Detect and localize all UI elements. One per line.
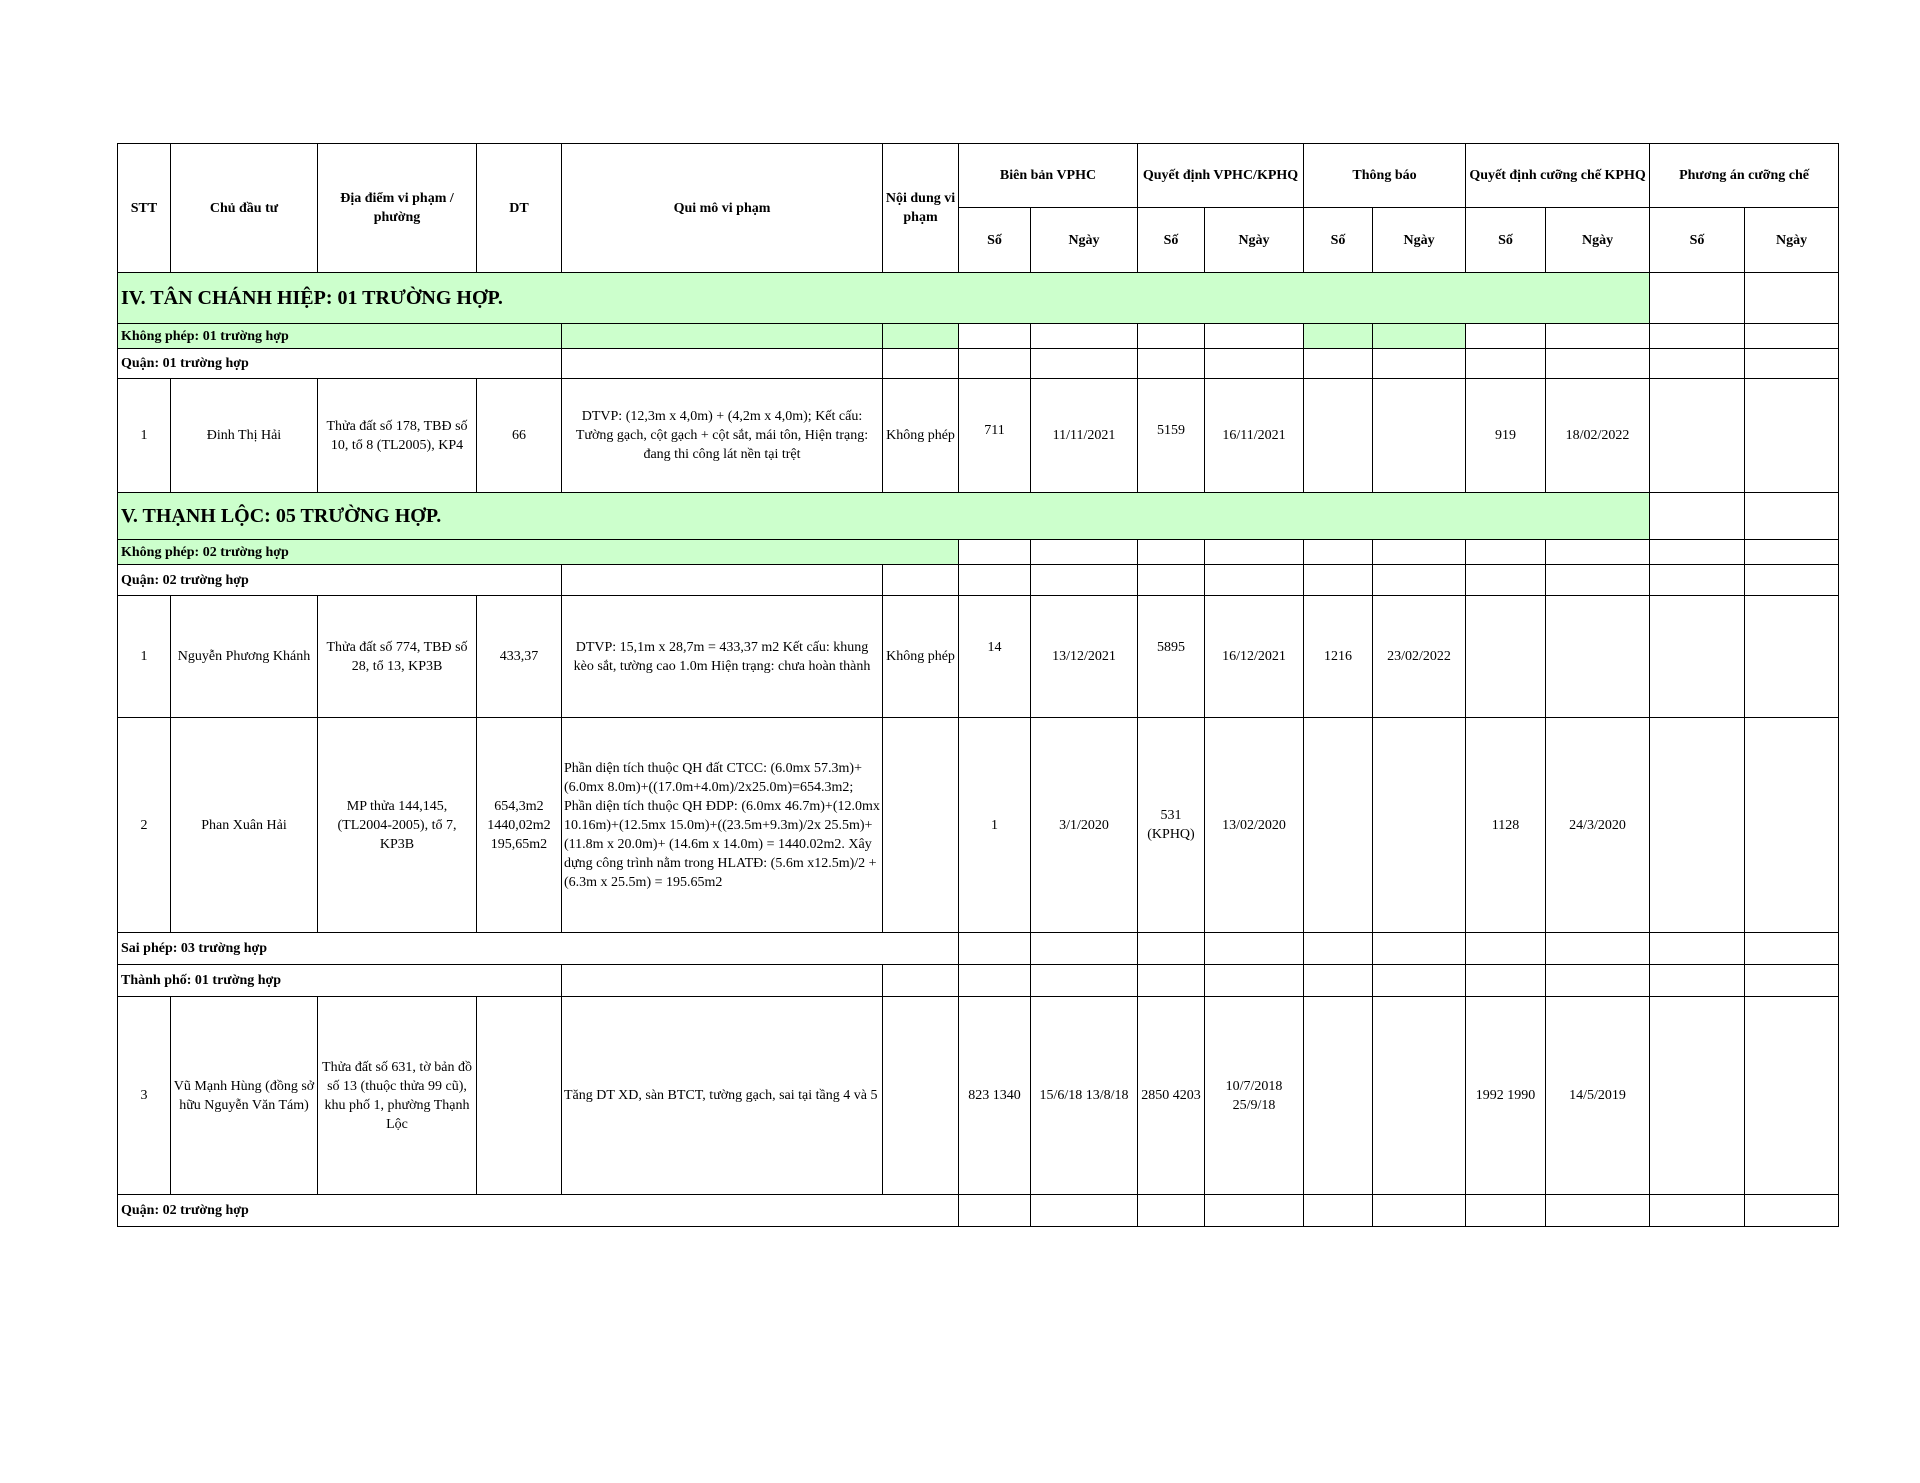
area-cell: 654,3m2 1440,02m2 195,65m2 <box>477 718 562 933</box>
pa-so-cell <box>1650 379 1745 493</box>
table-row <box>118 718 1839 933</box>
qd-ngay-cell: 16/11/2021 <box>1205 379 1304 493</box>
header-ngay: Ngày <box>1745 208 1839 273</box>
cc-so-cell: 1992 1990 <box>1466 997 1546 1195</box>
area-cell: 66 <box>477 379 562 493</box>
qd-ngay-cell: 13/02/2020 <box>1205 718 1304 933</box>
area-cell <box>477 997 562 1195</box>
pa-ngay-cell <box>1745 997 1839 1195</box>
group-heading: Thành phố: 01 trường hợp <box>118 965 562 997</box>
pa-so-cell <box>1650 596 1745 718</box>
header-phuong-an: Phương án cưỡng chế <box>1650 144 1839 208</box>
tb-so-cell <box>1304 718 1373 933</box>
qd-so-cell: 2850 4203 <box>1138 997 1205 1195</box>
header-qd-cuong-che: Quyết định cưỡng chế KPHQ <box>1466 144 1650 208</box>
header-content: Nội dung vi phạm <box>883 144 959 273</box>
section-title: V. THẠNH LỘC: 05 TRƯỜNG HỢP. <box>118 493 1650 540</box>
bb-ngay-cell: 11/11/2021 <box>1031 379 1138 493</box>
group-heading: Không phép: 01 trường hợp <box>118 324 562 349</box>
stt-cell: 3 <box>118 997 171 1195</box>
header-owner: Chủ đầu tư <box>171 144 318 273</box>
tb-so-cell <box>1304 379 1373 493</box>
tb-ngay-cell <box>1373 718 1466 933</box>
bb-so-cell: 823 1340 <box>959 997 1031 1195</box>
scale-cell: DTVP: (12,3m x 4,0m) + (4,2m x 4,0m); Kết cấu: Tường gạch, cột gạch + cột sắt, mái tôn, Hiện trạng: đang thi công lát nền tại trệt <box>562 379 883 493</box>
scale-cell: Phần diện tích thuộc QH đất CTCC: (6.0mx 57.3m)+(6.0mx 8.0m)+((17.0m+4.0m)/2x25.0m)=654.3m2; Phần diện tích thuộc QH ĐDP: (6.0mx 46.7m)+(12.0mx 10.16m)+(12.5mx 15.0m)+((23.5m+9.3m)/2x 25.5m)+ (11.8m x 20.0m)+ (14.6m x 14.0m) = 1440.02m2. Xây dựng công trình nằm trong HLATĐ: (5.6m x12.5m)/2 + (6.3m x 25.5m) = 195.65m2 <box>562 718 883 933</box>
group-heading: Quận: 02 trường hợp <box>118 565 562 596</box>
header-ngay: Ngày <box>1031 208 1138 273</box>
location-cell: Thửa đất số 178, TBĐ số 10, tổ 8 (TL2005), KP4 <box>318 379 477 493</box>
qd-ngay-cell: 16/12/2021 <box>1205 596 1304 718</box>
header-ngay: Ngày <box>1373 208 1466 273</box>
cc-ngay-cell: 24/3/2020 <box>1546 718 1650 933</box>
group-heading: Sai phép: 03 trường hợp <box>118 933 959 965</box>
qd-so-cell: 5159 <box>1138 379 1205 493</box>
bb-so-cell: 711 <box>959 379 1031 493</box>
area-cell: 433,37 <box>477 596 562 718</box>
header-ngay: Ngày <box>1205 208 1304 273</box>
bb-so-cell: 1 <box>959 718 1031 933</box>
content-cell: Không phép <box>883 596 959 718</box>
table-row <box>118 997 1839 1195</box>
cc-ngay-cell <box>1546 596 1650 718</box>
header-ngay: Ngày <box>1546 208 1650 273</box>
tb-so-cell <box>1304 997 1373 1195</box>
table-row <box>118 596 1839 718</box>
header-thong-bao: Thông báo <box>1304 144 1466 208</box>
group-heading: Quận: 01 trường hợp <box>118 349 562 379</box>
location-cell: Thửa đất số 774, TBĐ số 28, tổ 13, KP3B <box>318 596 477 718</box>
location-cell: Thửa đất số 631, tờ bản đồ số 13 (thuộc thửa 99 cũ), khu phố 1, phường Thạnh Lộc <box>318 997 477 1195</box>
header-bb-vphc: Biên bản VPHC <box>959 144 1138 208</box>
pa-ngay-cell <box>1745 718 1839 933</box>
stt-cell: 1 <box>118 596 171 718</box>
header-qd-vphc: Quyết định VPHC/KPHQ <box>1138 144 1304 208</box>
location-cell: MP thửa 144,145, (TL2004-2005), tổ 7, KP3B <box>318 718 477 933</box>
owner-cell: Vũ Mạnh Hùng (đồng sở hữu Nguyễn Văn Tám) <box>171 997 318 1195</box>
pa-so-cell <box>1650 718 1745 933</box>
group-heading: Quận: 02 trường hợp <box>118 1195 959 1227</box>
cc-ngay-cell: 18/02/2022 <box>1546 379 1650 493</box>
section-title: IV. TÂN CHÁNH HIỆP: 01 TRƯỜNG HỢP. <box>118 273 1650 324</box>
bb-so-cell: 14 <box>959 596 1031 718</box>
header-location: Địa điểm vi phạm / phường <box>318 144 477 273</box>
stt-cell: 1 <box>118 379 171 493</box>
tb-ngay-cell <box>1373 379 1466 493</box>
qd-so-cell: 531 (KPHQ) <box>1138 718 1205 933</box>
header-area: DT <box>477 144 562 273</box>
header-scale: Qui mô vi phạm <box>562 144 883 273</box>
group-heading: Không phép: 02 trường hợp <box>118 540 959 565</box>
header-so: Số <box>1138 208 1205 273</box>
cc-so-cell: 919 <box>1466 379 1546 493</box>
content-cell: Không phép <box>883 379 959 493</box>
cc-so-cell <box>1466 596 1546 718</box>
bb-ngay-cell: 13/12/2021 <box>1031 596 1138 718</box>
qd-ngay-cell: 10/7/2018 25/9/18 <box>1205 997 1304 1195</box>
header-so: Số <box>959 208 1031 273</box>
scale-cell: DTVP: 15,1m x 28,7m = 433,37 m2 Kết cấu: khung kèo sắt, tường cao 1.0m Hiện trạng: chưa hoàn thành <box>562 596 883 718</box>
pa-ngay-cell <box>1745 379 1839 493</box>
header-so: Số <box>1304 208 1373 273</box>
cc-so-cell: 1128 <box>1466 718 1546 933</box>
content-cell <box>883 718 959 933</box>
header-stt: STT <box>118 144 171 273</box>
scale-cell: Tăng DT XD, sàn BTCT, tường gạch, sai tại tầng 4 và 5 <box>562 997 883 1195</box>
qd-so-cell: 5895 <box>1138 596 1205 718</box>
violation-table <box>117 143 1839 1227</box>
tb-so-cell: 1216 <box>1304 596 1373 718</box>
bb-ngay-cell: 15/6/18 13/8/18 <box>1031 997 1138 1195</box>
owner-cell: Đinh Thị Hải <box>171 379 318 493</box>
stt-cell: 2 <box>118 718 171 933</box>
table-row <box>118 379 1839 493</box>
owner-cell: Nguyễn Phương Khánh <box>171 596 318 718</box>
content-cell <box>883 997 959 1195</box>
bb-ngay-cell: 3/1/2020 <box>1031 718 1138 933</box>
owner-cell: Phan Xuân Hải <box>171 718 318 933</box>
header-so: Số <box>1650 208 1745 273</box>
pa-so-cell <box>1650 997 1745 1195</box>
tb-ngay-cell <box>1373 997 1466 1195</box>
tb-ngay-cell: 23/02/2022 <box>1373 596 1466 718</box>
header-so: Số <box>1466 208 1546 273</box>
pa-ngay-cell <box>1745 596 1839 718</box>
cc-ngay-cell: 14/5/2019 <box>1546 997 1650 1195</box>
